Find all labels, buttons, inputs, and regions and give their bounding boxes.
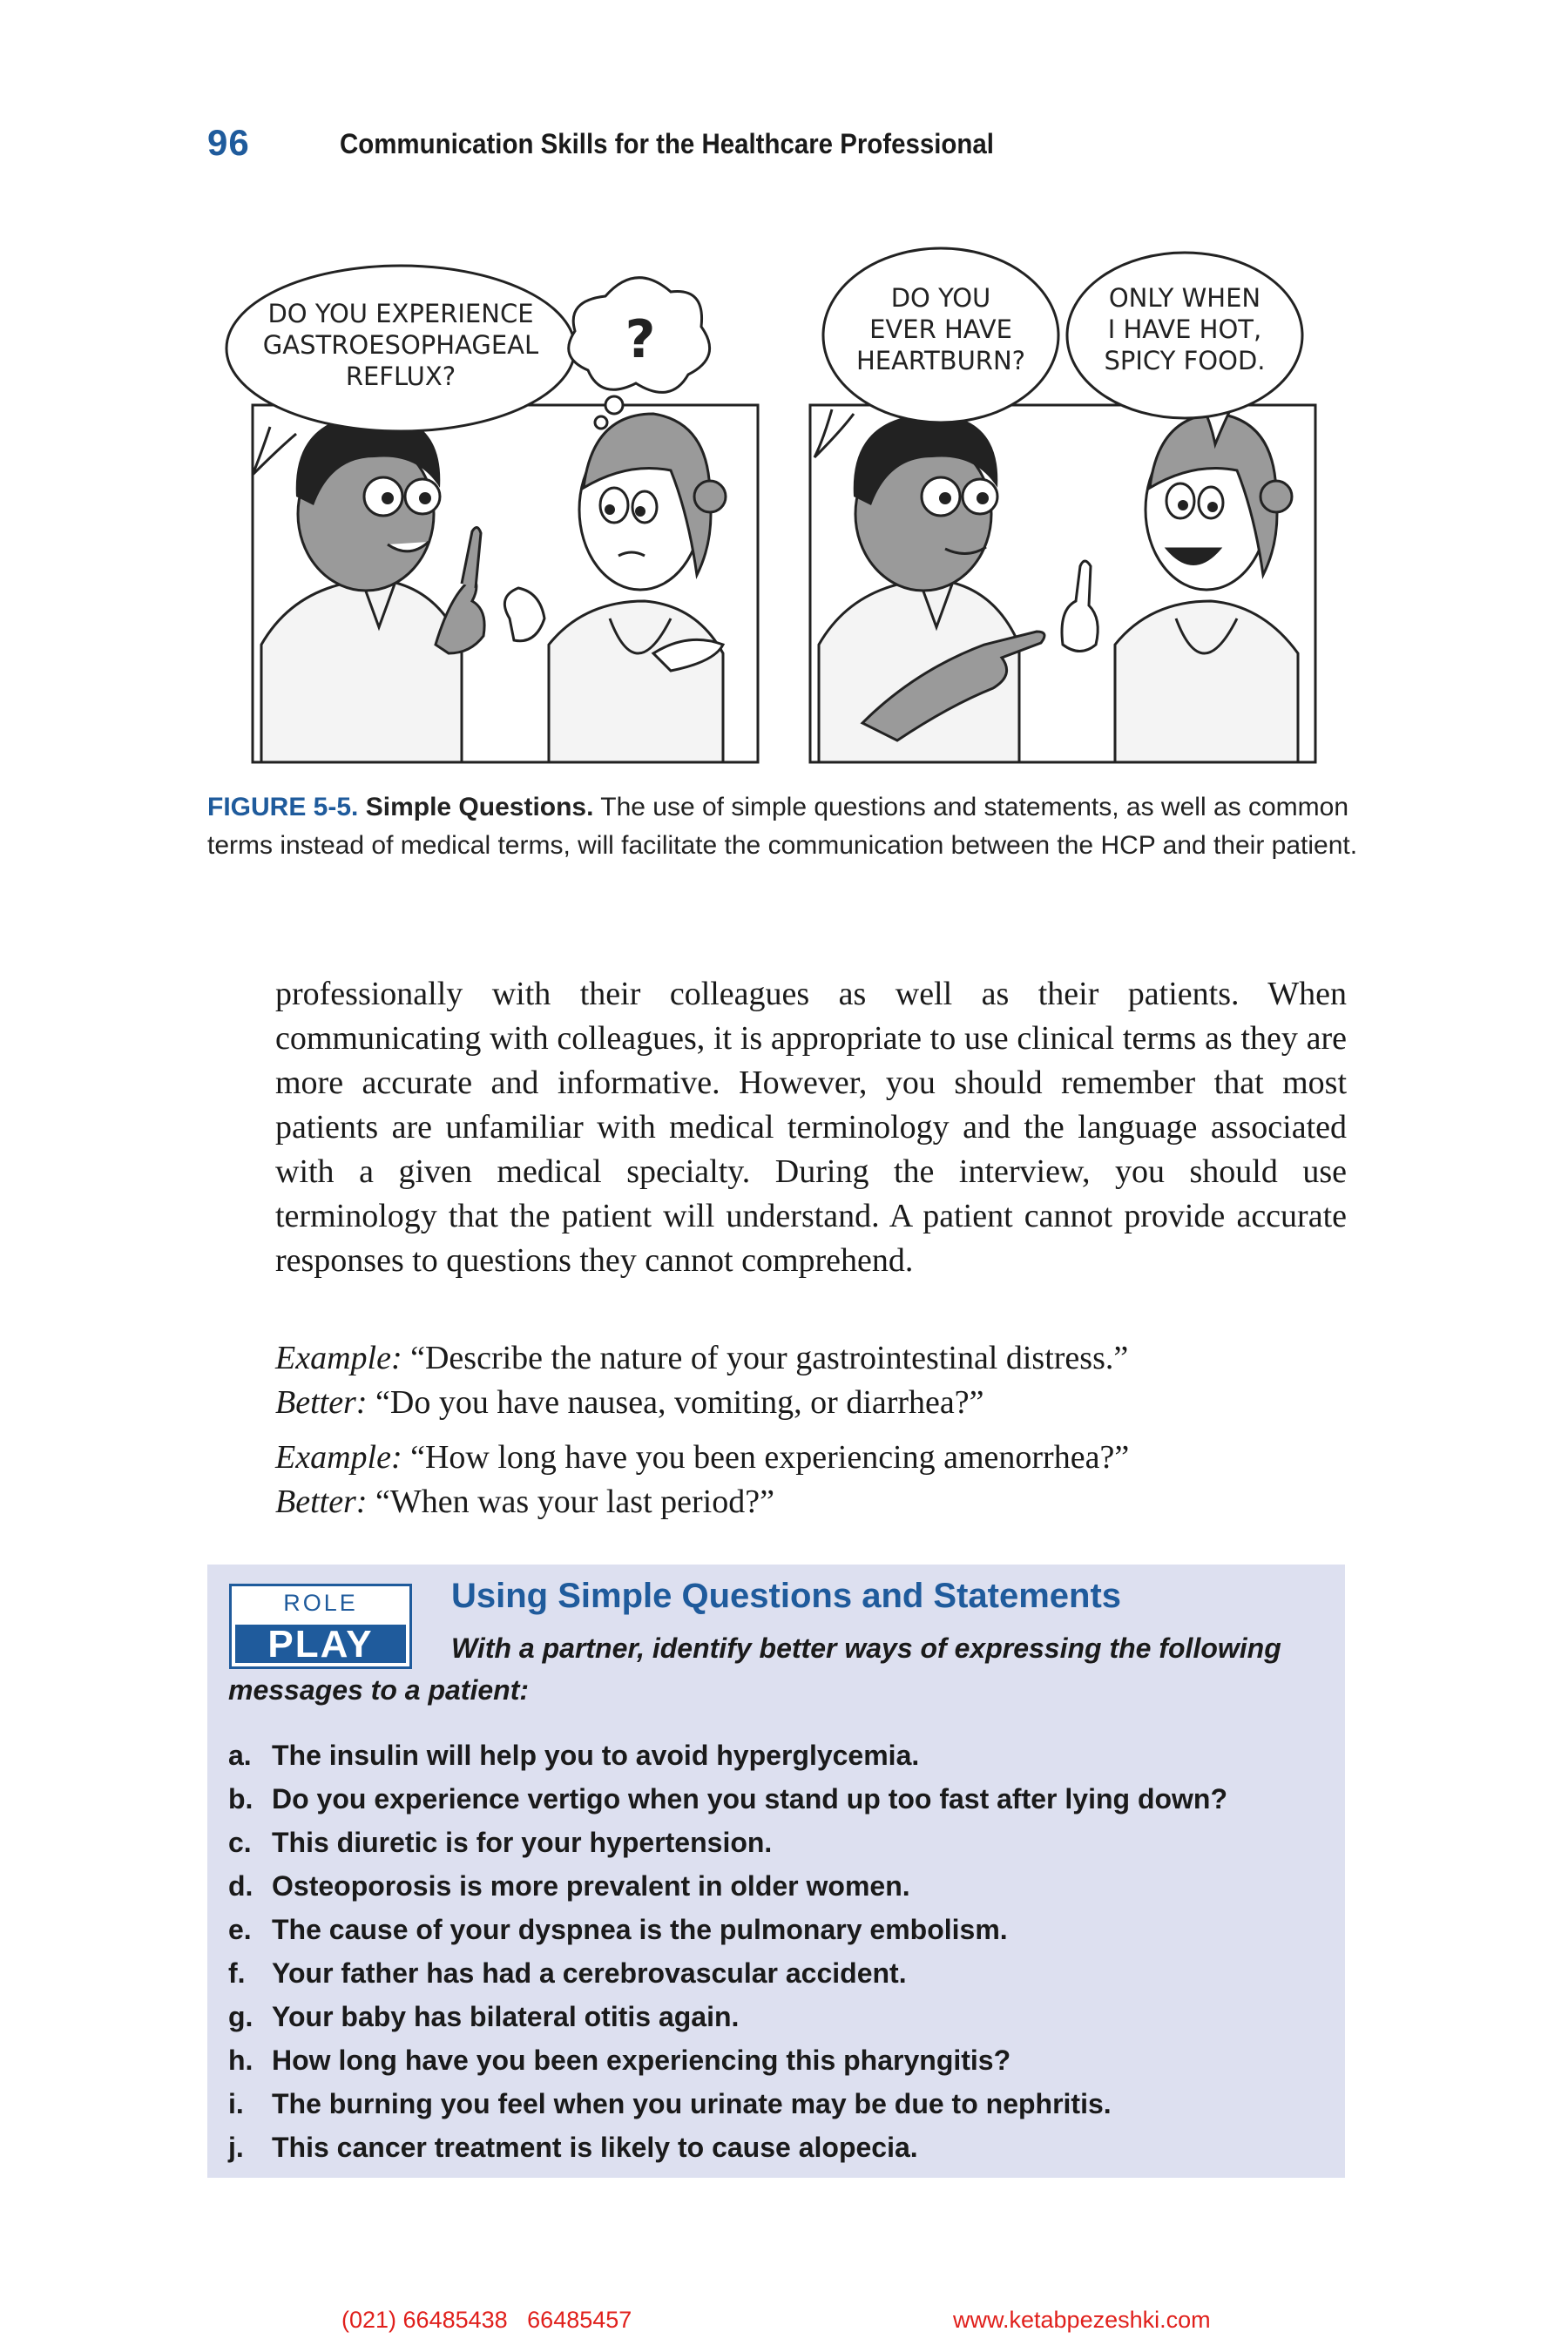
example-label: Example: xyxy=(275,1340,402,1376)
example-block-2 xyxy=(275,1436,1364,1524)
better-text: “Do you have nausea, vomiting, or diarrhea?” xyxy=(375,1384,984,1421)
list-item: d. Osteoporosis is more prevalent in older women. xyxy=(228,1870,910,1902)
speech-line-1: DO YOU xyxy=(890,283,991,313)
roleplay-list xyxy=(228,1734,1335,2169)
list-item: c. This diuretic is for your hypertension. xyxy=(228,1827,773,1858)
figure-title: Simple Questions. xyxy=(365,793,594,821)
roleplay-logo-play: PLAY xyxy=(235,1625,406,1663)
speech-line-2: EVER HAVE xyxy=(869,314,1012,344)
running-head: Communication Skills for the Healthcare Professional xyxy=(340,128,994,159)
list-item: i. The burning you feel when you urinate may be due to nephritis. xyxy=(228,2088,1112,2119)
cartoon-illustration xyxy=(200,235,1368,775)
list-item: j. This cancer treatment is likely to cause alopecia. xyxy=(228,2132,918,2163)
example-label: Example: xyxy=(275,1439,402,1476)
roleplay-logo-role: ROLE xyxy=(283,1590,358,1616)
list-item: f. Your father has had a cerebrovascular accident. xyxy=(228,1957,907,1989)
speech-line-3: HEARTBURN? xyxy=(855,346,1026,375)
speech-line-2: GASTROESOPHAGEAL xyxy=(262,330,539,360)
figure-label: FIGURE 5-5. xyxy=(207,793,359,821)
footer-website-link[interactable]: www.ketabpezeshki.com xyxy=(953,2307,1211,2333)
page-number: 96 xyxy=(207,122,250,163)
body-paragraph: professionally with their colleagues as well as their patients. When communicating with colleagues, it is appropriate to use clinical terms as they are more accurate and informative. However, you should remember that most patients are unfamiliar with medical terminology and the language associated with a given medical specialty. During the interview, you should use terminology that the patient will understand. A patient cannot provide accurate responses to questions they cannot comprehend. xyxy=(275,976,1347,1279)
list-item: b. Do you experience vertigo when you stand up too fast after lying down? xyxy=(228,1783,1228,1815)
better-label: Better: xyxy=(275,1484,368,1520)
list-item: a. The insulin will help you to avoid hyperglycemia. xyxy=(228,1740,920,1771)
speech-line-1: DO YOU EXPERIENCE xyxy=(267,299,534,328)
roleplay-heading: Using Simple Questions and Statements xyxy=(451,1577,1122,1615)
example-text: “How long have you been experiencing amenorrhea?” xyxy=(410,1439,1130,1476)
better-text: “When was your last period?” xyxy=(375,1484,774,1520)
speech-line-3: SPICY FOOD. xyxy=(1104,346,1266,375)
question-mark: ? xyxy=(625,309,656,370)
figure-caption xyxy=(207,788,1366,865)
list-item: h. How long have you been experiencing this pharyngitis? xyxy=(228,2044,1011,2076)
speech-line-3: REFLUX? xyxy=(345,362,456,391)
roleplay-instruction: With a partner, identify better ways of expressing the following messages to a patient: xyxy=(228,1632,1281,1706)
footer-phone: (021) 66485438 66485457 xyxy=(341,2307,632,2333)
example-text: “Describe the nature of your gastrointestinal distress.” xyxy=(410,1340,1129,1376)
list-item: e. The cause of your dyspnea is the pulmonary embolism. xyxy=(228,1914,1008,1945)
speech-line-2: I HAVE HOT, xyxy=(1107,314,1262,344)
list-item: g. Your baby has bilateral otitis again. xyxy=(228,2001,740,2032)
better-label: Better: xyxy=(275,1384,368,1421)
speech-line-1: ONLY WHEN xyxy=(1108,283,1261,313)
example-block-1 xyxy=(275,1336,1364,1425)
figure-caption-text: The use of simple questions and statements, as well as common terms instead of medical terms, will facilitate the communication between the HCP and their patient. xyxy=(207,793,1358,860)
